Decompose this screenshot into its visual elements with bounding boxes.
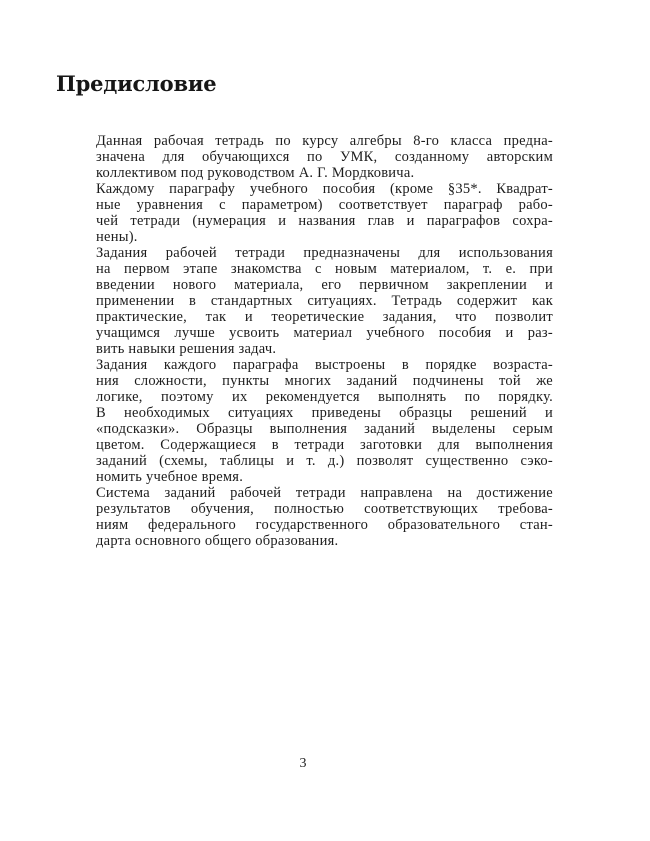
text-line: ные уравнения с параметром) соответствует параграф рабо- (96, 197, 553, 213)
text-line: логике, поэтому их рекомендуется выполнять по порядку. (96, 389, 553, 405)
text-line: ниям федерального государственного образовательного стан- (96, 517, 553, 533)
paragraph (96, 357, 553, 405)
text-line: «подсказки». Образцы выполнения заданий выделены серым (96, 421, 553, 437)
text-line: Каждому параграфу учебного пособия (кроме §35*. Квадрат- (96, 181, 553, 197)
text-line: применении в стандартных ситуациях. Тетрадь содержит как (96, 293, 553, 309)
text-line: нены). (96, 229, 138, 245)
text-line: результатов обучения, полностью соответствующих требова- (96, 501, 553, 517)
text-line: учащимся лучше усвоить материал учебного пособия и раз- (96, 325, 553, 341)
text-line: дарта основного общего образования. (96, 533, 339, 549)
text-line: ния сложности, пункты многих заданий подчинены той же (96, 373, 553, 389)
text-line: заданий (схемы, таблицы и т. д.) позволят существенно сэко- (96, 453, 553, 469)
text-line: значена для обучающихся по УМК, созданному авторским (96, 149, 553, 165)
page-title: Предисловие (56, 71, 217, 96)
text-block (96, 133, 553, 549)
text-line: введении нового материала, его первичном закреплении и (96, 277, 553, 293)
text-line: чей тетради (нумерация и названия глав и параграфов сохра- (96, 213, 553, 229)
page-number: 3 (299, 756, 307, 771)
paragraph (96, 405, 553, 485)
text-line: В необходимых ситуациях приведены образцы решений и (96, 405, 553, 421)
text-line: Задания каждого параграфа выстроены в порядке возраста- (96, 357, 553, 373)
text-line: вить навыки решения задач. (96, 341, 277, 357)
paragraph (96, 245, 553, 357)
text-line: коллективом под руководством А. Г. Мордковича. (96, 165, 415, 181)
text-line: на первом этапе знакомства с новым материалом, т. е. при (96, 261, 553, 277)
text-line: Данная рабочая тетрадь по курсу алгебры 8-го класса предна- (96, 133, 553, 149)
text-line: цветом. Содержащиеся в тетради заготовки для выполнения (96, 437, 553, 453)
text-line: практические, так и теоретические задания, что позволит (96, 309, 553, 325)
paragraph (96, 485, 553, 549)
paragraph (96, 181, 553, 245)
text-line: Задания рабочей тетради предназначены для использования (96, 245, 553, 261)
text-line: Система заданий рабочей тетради направлена на достижение (96, 485, 553, 501)
paragraph (96, 133, 553, 181)
text-line: номить учебное время. (96, 469, 244, 485)
